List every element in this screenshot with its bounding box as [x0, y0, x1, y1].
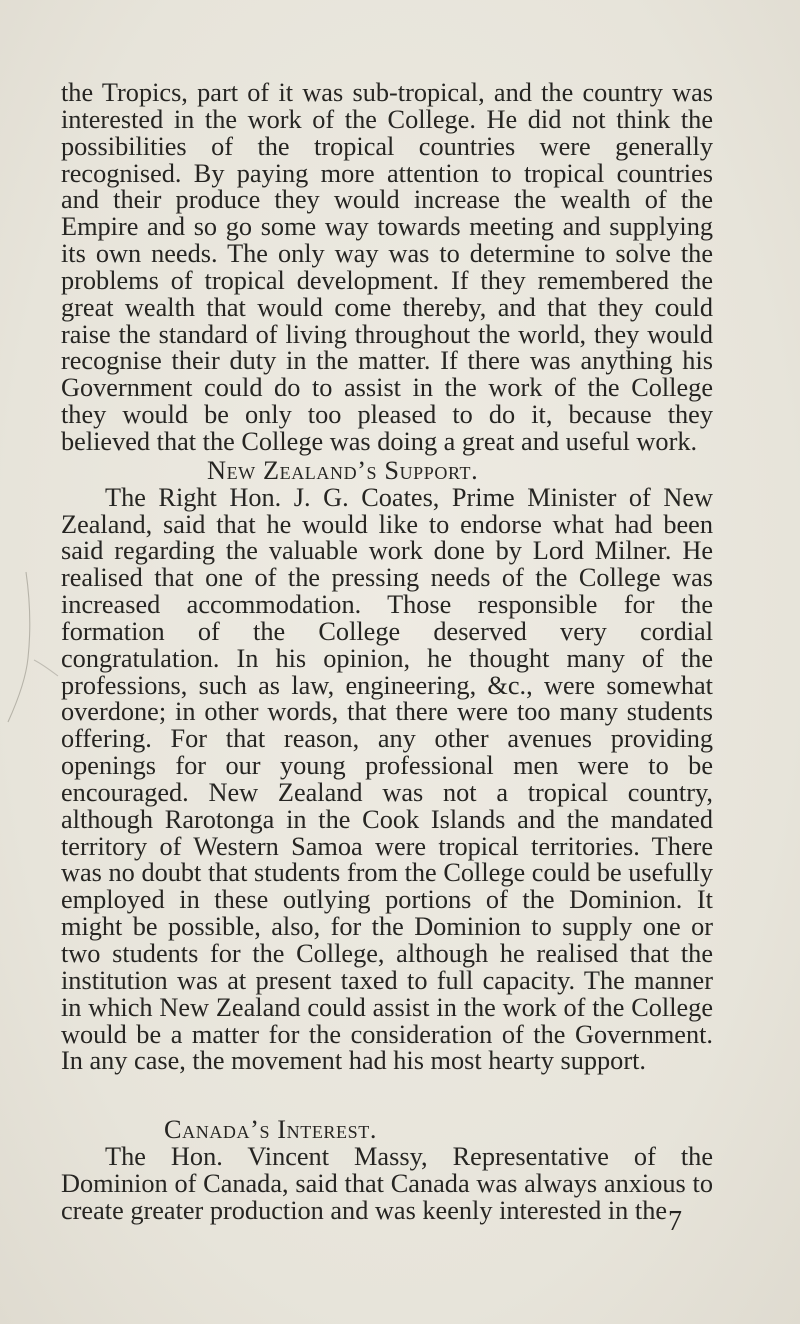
paragraph-canada: The Hon. Vincent Massy, Representative of the Dominion of Canada, said that Canada was always anxious to create greater production and was keenly interested in the: [61, 1142, 713, 1225]
section-heading-new-zealand: New Zealand’s Support.: [207, 455, 479, 485]
paragraph-tropics: the Tropics, part of it was sub-tropical, and the country was interested in the work of the College. He did not think the possibilities of the tropical countries were generally recognised. By paying more attention to tropical countries and their produce they would increase the wealth of the Empire and so go some way towards meeting and supplying its own needs. The only way was to determine to solve the problems of tropical development. If they remembered the great wealth that would come thereby, and that they could raise the standard of living throughout the world, they would recognise their duty in the matter. If there was anything his Government could do to assist in the work of the College they would be only too pleased to do it, because they believed that the College was doing a great and useful work.: [61, 78, 713, 456]
paragraph-new-zealand: The Right Hon. J. G. Coates, Prime Minister of New Zealand, said that he would like to endorse what had been said regarding the valuable work done by Lord Milner. He realised that one of the pressing needs of the College was increased accommodation. Those responsible for the formation of the College deserved very cordial congratulation. In his opinion, he thought many of the professions, such as law, engineering, &c., were somewhat overdone; in other words, that there were too many students offering. For that reason, any other avenues providing openings for our young professional men were to be encouraged. New Zealand was not a tropical country, although Rarotonga in the Cook Islands and the mandated territory of Western Samoa were tropical territories. There was no doubt that students from the College could be usefully employed in these outlying portions of the Dominion. It might be possible, also, for the Dominion to supply one or two students for the College, although he realised that the institution was at present taxed to full capacity. The manner in which New Zealand could assist in the work of the College would be a matter for the consideration of the Government. In any case, the movement had his most hearty support.: [61, 482, 713, 1076]
body-text: [61, 80, 713, 1225]
section-heading-canada: Canada’s Interest.: [164, 1115, 378, 1145]
page-number: 7: [668, 1206, 682, 1237]
margin-pencil-mark: [0, 560, 60, 730]
